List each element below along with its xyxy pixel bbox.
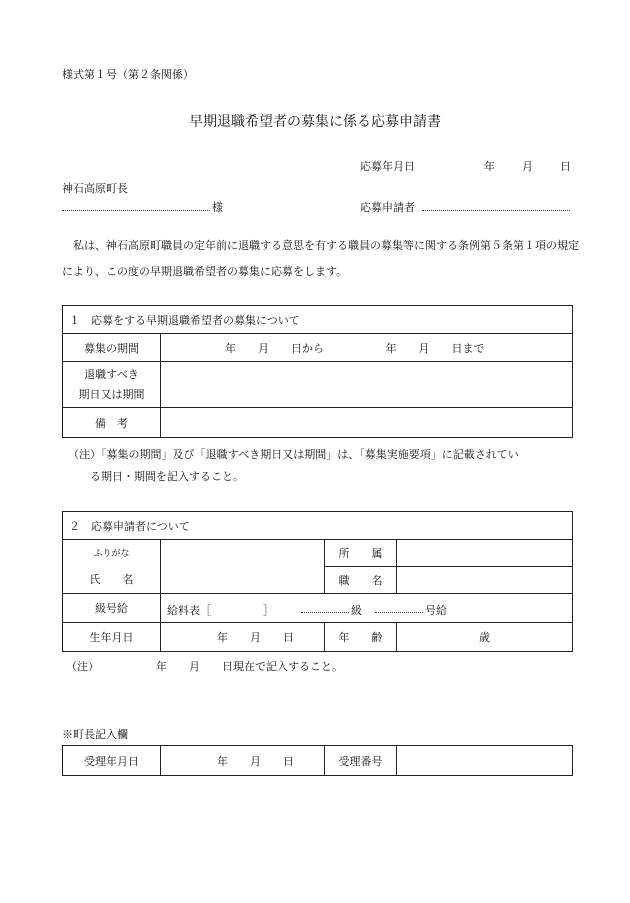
section2-table (62, 511, 573, 652)
period-value[interactable] (161, 334, 573, 362)
mayor-table (62, 745, 573, 776)
grade-value[interactable] (161, 594, 573, 623)
received-date-label: 受理年月日 (63, 746, 161, 776)
page-title: 早期退職希望者の募集に係る応募申請書 (189, 114, 441, 130)
position-value[interactable] (397, 567, 573, 594)
retire-value[interactable] (161, 362, 573, 408)
birth-value[interactable] (161, 623, 325, 652)
addressee-name: 神石高原町長 (62, 182, 128, 195)
mayor-section-heading: ※町長記入欄 (62, 728, 128, 741)
addressee-line[interactable] (62, 200, 210, 211)
body-text: 私は、神石高原町職員の定年前に退職する意思を有する職員の募集等に関する条例第５条第１項の規定により、この度の早期退職希望者の募集に応募をします。 (62, 239, 579, 278)
section2-note-prefix: （注） (66, 660, 99, 673)
section1-heading: １ 応募をする早期退職希望者の募集について (63, 306, 573, 334)
birth-label: 生年月日 (63, 623, 161, 652)
period-label: 募集の期間 (63, 334, 161, 362)
retire-label (63, 362, 161, 408)
position-label: 職 名 (325, 567, 397, 594)
received-date-text: 年 月 日 (217, 754, 294, 768)
remarks-value[interactable] (161, 408, 573, 438)
salary-table-close: ］ (263, 604, 274, 617)
received-date-value[interactable] (161, 746, 325, 776)
grade-unit: 級 (351, 604, 362, 617)
application-date-month: 月 (522, 160, 533, 173)
grade-line[interactable] (301, 604, 349, 613)
received-no-label: 受理番号 (325, 746, 397, 776)
affiliation-value[interactable] (397, 540, 573, 567)
retire-label-line1: 退職すべき (84, 367, 139, 381)
section1-table (62, 305, 573, 438)
received-no-value[interactable] (397, 746, 573, 776)
name-value[interactable] (161, 540, 325, 594)
applicant-label: 応募申請者 (360, 201, 415, 214)
section1-note-line1: （注）「募集の期間」及び「退職すべき期日又は期間」は、「募集実施要項」に記載されてい (68, 448, 519, 461)
salary-table-label: 給料表［ (167, 604, 211, 617)
grade-label: 級号給 (63, 594, 161, 623)
age-label: 年 齢 (325, 623, 397, 652)
remarks-label: 備 考 (63, 408, 161, 438)
furigana-label: ふりがな (93, 548, 130, 559)
name-label: 氏 名 (89, 572, 134, 586)
birth-value-text: 年 月 日 (217, 631, 294, 644)
step-unit: 号給 (425, 604, 447, 617)
section1-note-line2: る期日・期間を記入すること。 (90, 470, 244, 483)
age-value[interactable] (397, 623, 573, 652)
age-unit: 歳 (479, 631, 491, 644)
retire-label-line2: 期日又は期間 (78, 387, 145, 401)
step-line[interactable] (375, 604, 423, 613)
application-date-day: 日 (560, 160, 571, 173)
form-number: 様式第１号（第２条関係） (62, 68, 194, 81)
period-from: 年 月 日から (225, 341, 324, 355)
section2-note-text: 年 月 日現在で記入すること。 (156, 660, 343, 673)
name-label-cell (63, 540, 161, 594)
affiliation-label: 所 属 (325, 540, 397, 567)
application-date-year: 年 (484, 160, 495, 173)
addressee-honorific: 様 (212, 201, 223, 214)
applicant-line[interactable] (422, 200, 570, 211)
period-to: 年 月 日まで (385, 341, 485, 355)
section2-heading: ２ 応募申請者について (63, 512, 573, 540)
application-date-label: 応募年月日 (360, 160, 415, 173)
